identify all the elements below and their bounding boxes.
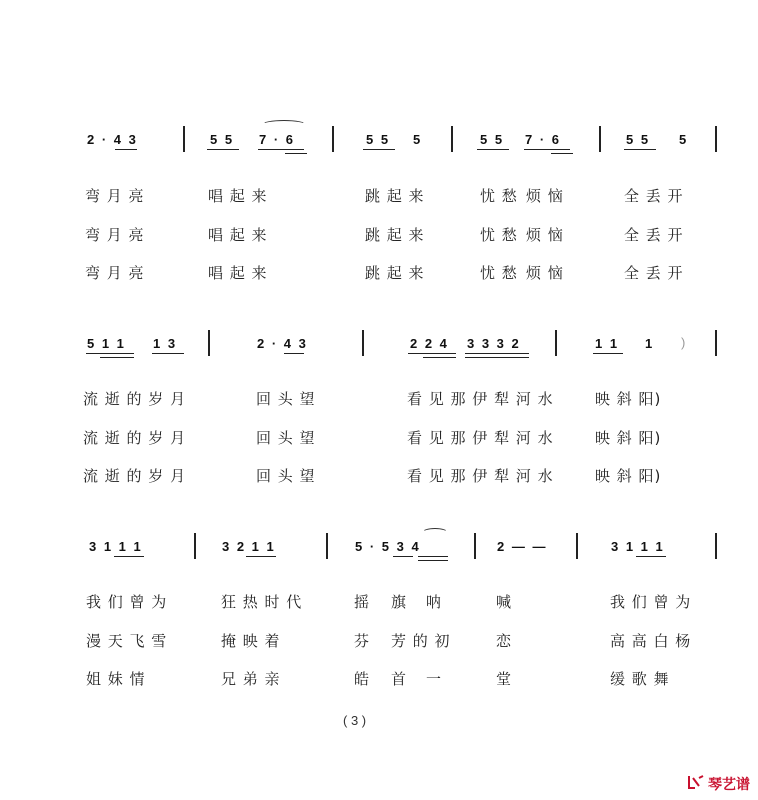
- paren-close: ): [681, 335, 688, 350]
- underline: [465, 353, 529, 354]
- lyric-text: 旗: [391, 593, 408, 611]
- lyric-text: 回 头 望: [256, 429, 316, 447]
- underline: [100, 357, 134, 358]
- logo-mark-icon: [687, 774, 705, 794]
- lyric-text: 姐 妹 情: [86, 670, 146, 688]
- note-group: 5: [413, 132, 423, 147]
- note-group: 2 — —: [497, 539, 548, 554]
- note-group: 7 · 6: [525, 132, 562, 147]
- underline: [636, 556, 666, 557]
- lyric-text: 全 丢 开: [624, 264, 684, 282]
- underline: [207, 149, 239, 150]
- underline: [551, 153, 573, 154]
- barline: [576, 533, 578, 559]
- underline: [524, 149, 570, 150]
- note-group: 2 · 4 3: [257, 336, 308, 351]
- underline: [86, 353, 134, 354]
- lyric-text: 掩 映 着: [221, 632, 281, 650]
- lyric-text: 映 斜 阳): [595, 467, 662, 485]
- lyric-text: 跳 起 来: [365, 187, 425, 205]
- note-group: 3 1 1 1: [611, 539, 665, 554]
- note-group: 1: [645, 336, 655, 351]
- lyric-text: 芳 的 初: [391, 632, 451, 650]
- underline: [285, 153, 307, 154]
- lyric-text: 弯 月 亮: [85, 187, 145, 205]
- lyric-text: 一: [426, 670, 443, 688]
- barline: [362, 330, 364, 356]
- lyric-text: 流 逝 的 岁 月: [83, 467, 187, 485]
- barline: [183, 126, 185, 152]
- underline: [152, 353, 184, 354]
- lyric-text: 芬: [354, 632, 371, 650]
- note-group: 5 5: [210, 132, 235, 147]
- note-group: 5 5: [626, 132, 651, 147]
- underline: [284, 353, 304, 354]
- barline: [715, 126, 717, 152]
- note-group: 7 · 6: [259, 132, 296, 147]
- underline: [393, 556, 413, 557]
- lyric-text: 烦 恼: [526, 264, 564, 282]
- lyric-text: 堂: [496, 670, 513, 688]
- lyric-text: 我 们 曾 为: [86, 593, 168, 611]
- logo-text: 琴艺谱: [708, 777, 750, 793]
- note-group: 5 1 1: [87, 336, 126, 351]
- note-group: 5 5: [480, 132, 505, 147]
- lyric-text: 皓: [354, 670, 371, 688]
- lyric-text: 漫 天 飞 雪: [86, 632, 168, 650]
- lyric-text: 高 高 白 杨: [610, 632, 692, 650]
- underline: [246, 556, 276, 557]
- underline: [465, 357, 529, 358]
- barline: [451, 126, 453, 152]
- underline: [477, 149, 509, 150]
- note-group: 3 3 3 2: [467, 336, 521, 351]
- note-group: 5 · 5 3 4: [355, 539, 421, 554]
- barline: [194, 533, 196, 559]
- lyric-text: 唱 起 来: [208, 226, 268, 244]
- page-number: ( 3 ): [343, 713, 367, 728]
- lyric-text: 忧 愁: [480, 226, 518, 244]
- underline: [418, 556, 448, 557]
- lyric-text: 烦 恼: [526, 187, 564, 205]
- lyric-text: 忧 愁: [480, 187, 518, 205]
- note-group: 5 5: [366, 132, 391, 147]
- underline: [115, 149, 137, 150]
- underline: [624, 149, 656, 150]
- underline: [408, 353, 456, 354]
- lyric-text: 看 见 那 伊 犁 河 水: [407, 429, 554, 447]
- lyric-text: 回 头 望: [256, 390, 316, 408]
- lyric-text: 全 丢 开: [624, 226, 684, 244]
- lyric-text: 弯 月 亮: [85, 226, 145, 244]
- lyric-text: 烦 恼: [526, 226, 564, 244]
- underline: [114, 556, 144, 557]
- barline: [555, 330, 557, 356]
- barline: [715, 533, 717, 559]
- underline: [418, 560, 448, 561]
- lyric-text: 看 见 那 伊 犁 河 水: [407, 390, 554, 408]
- barline: [326, 533, 328, 559]
- barline: [599, 126, 601, 152]
- underline: [258, 149, 304, 150]
- lyric-text: 看 见 那 伊 犁 河 水: [407, 467, 554, 485]
- barline: [715, 330, 717, 356]
- lyric-text: 恋: [496, 632, 513, 650]
- lyric-text: 流 逝 的 岁 月: [83, 390, 187, 408]
- lyric-text: 呐: [426, 593, 443, 611]
- tie-arc: [262, 120, 306, 129]
- underline: [593, 353, 623, 354]
- barline: [474, 533, 476, 559]
- lyric-text: 狂 热 时 代: [221, 593, 303, 611]
- note-group: 3 1 1 1: [89, 539, 143, 554]
- lyric-text: 跳 起 来: [365, 226, 425, 244]
- lyric-text: 我 们 曾 为: [610, 593, 692, 611]
- note-group: 1 1: [595, 336, 620, 351]
- note-group: 5: [679, 132, 689, 147]
- site-logo: [687, 774, 750, 794]
- lyric-text: 唱 起 来: [208, 187, 268, 205]
- underline: [423, 357, 456, 358]
- lyric-text: 忧 愁: [480, 264, 518, 282]
- note-group: 2 2 4: [410, 336, 449, 351]
- lyric-text: 映 斜 阳): [595, 429, 662, 447]
- barline: [208, 330, 210, 356]
- lyric-text: 流 逝 的 岁 月: [83, 429, 187, 447]
- lyric-text: 首: [391, 670, 408, 688]
- lyric-text: 喊: [496, 593, 513, 611]
- lyric-text: 兄 弟 亲: [221, 670, 281, 688]
- note-group: 1 3: [153, 336, 178, 351]
- barline: [332, 126, 334, 152]
- lyric-text: 弯 月 亮: [85, 264, 145, 282]
- lyric-text: 缓 歌 舞: [610, 670, 670, 688]
- lyric-text: 映 斜 阳): [595, 390, 662, 408]
- note-group: 3 2 1 1: [222, 539, 276, 554]
- lyric-text: 回 头 望: [256, 467, 316, 485]
- tie-arc: [422, 528, 448, 537]
- note-group: 2 · 4 3: [87, 132, 138, 147]
- lyric-text: 唱 起 来: [208, 264, 268, 282]
- lyric-text: 跳 起 来: [365, 264, 425, 282]
- lyric-text: 全 丢 开: [624, 187, 684, 205]
- underline: [363, 149, 395, 150]
- lyric-text: 摇: [354, 593, 371, 611]
